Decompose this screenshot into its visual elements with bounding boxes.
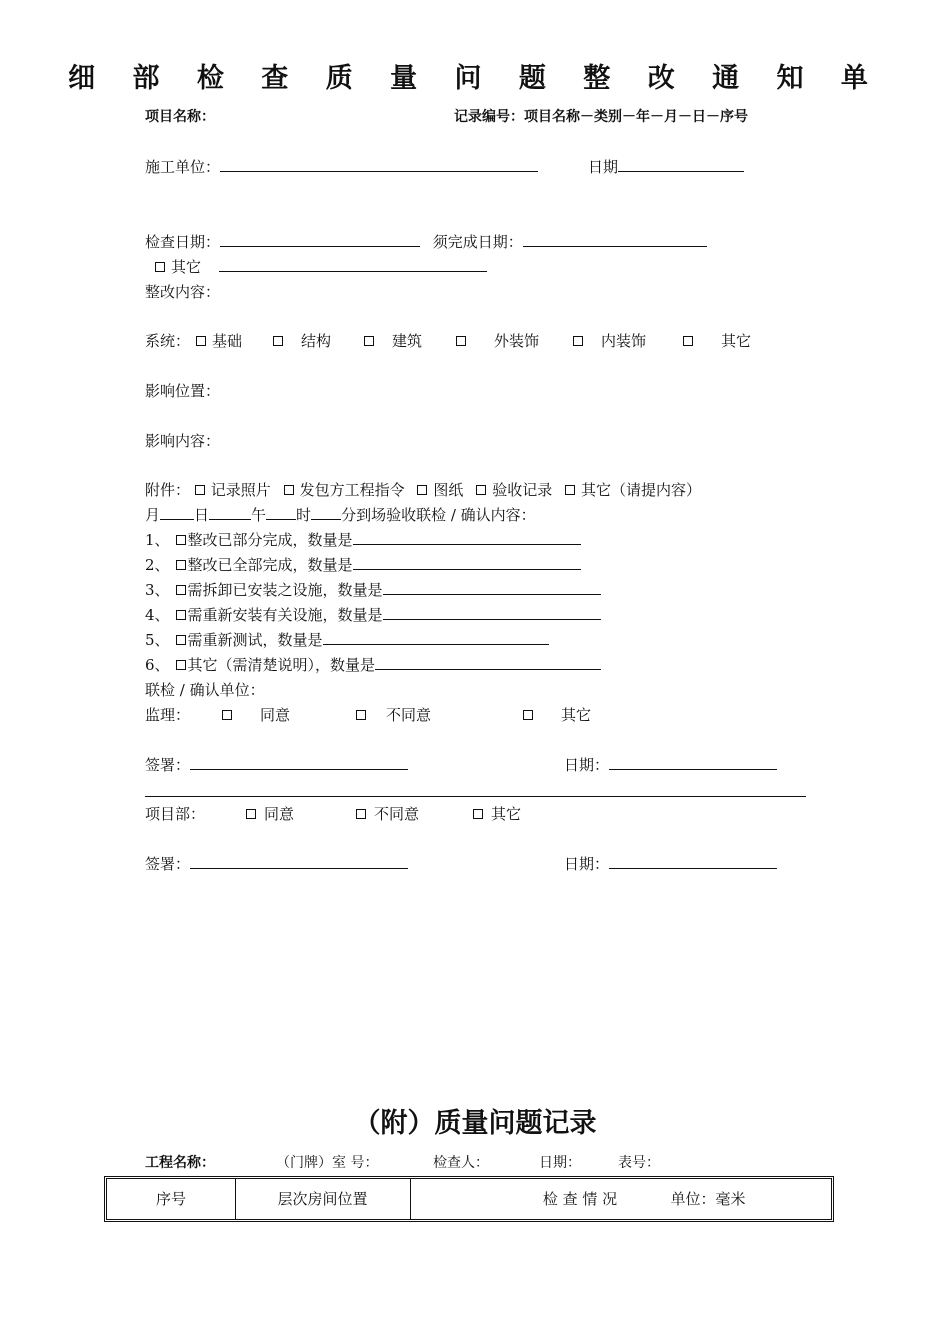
checkbox[interactable]: [196, 336, 206, 346]
date-label: 日期: [588, 158, 619, 176]
noon-label: 午: [251, 506, 267, 524]
checkbox[interactable]: [284, 485, 294, 495]
system-option-architecture[interactable]: [364, 331, 422, 351]
day-field[interactable]: [209, 505, 251, 520]
record-table-header: [104, 1176, 834, 1222]
affected-content-label: 影响内容：: [145, 432, 221, 450]
checkbox[interactable]: [476, 485, 486, 495]
project-dept-label: 项目部：: [145, 805, 206, 823]
checkbox[interactable]: [176, 535, 186, 545]
checkbox[interactable]: [356, 809, 366, 819]
project-name-label: 项目名称：: [145, 109, 215, 125]
divider: [145, 796, 806, 797]
attachment-option: 记录照片: [210, 481, 271, 499]
system-option-exterior[interactable]: [456, 331, 539, 351]
project-sign-row: [145, 854, 408, 874]
other-field[interactable]: [219, 257, 487, 272]
col-location: 层次房间位置: [277, 1190, 368, 1208]
record-inspector-label: 检查人：: [433, 1155, 489, 1171]
item-row: [145, 630, 549, 650]
inspection-date-row: [145, 232, 707, 252]
date-label: 日期：: [564, 756, 610, 774]
checkbox[interactable]: [176, 585, 186, 595]
item-number: 4、: [145, 606, 170, 624]
option-label: 其它: [491, 805, 522, 823]
item-text: 需拆卸已安装之设施，数量是: [187, 581, 383, 599]
checkbox[interactable]: [364, 336, 374, 346]
item-row: [145, 555, 581, 575]
item-row: [145, 605, 601, 625]
system-option-label: 建筑: [392, 332, 423, 350]
noon-field[interactable]: [266, 505, 296, 520]
checkbox[interactable]: [222, 710, 232, 720]
sign-label: 签署：: [145, 855, 191, 873]
item-number: 5、: [145, 631, 170, 649]
checkbox[interactable]: [417, 485, 427, 495]
record-number-label: 记录编号：项目名称－类别－年－月－日－序号: [454, 109, 748, 125]
system-option-label: 外装饰: [494, 332, 540, 350]
record-form-label: 表号：: [618, 1155, 660, 1171]
month-field[interactable]: [160, 505, 194, 520]
item-text: 整改已全部完成，数量是: [187, 556, 353, 574]
checkbox[interactable]: [473, 809, 483, 819]
item-text: 整改已部分完成，数量是: [187, 531, 353, 549]
project-date-row: [564, 854, 777, 874]
item-text: 其它（需清楚说明），数量是: [187, 656, 376, 674]
supervisor-disagree[interactable]: [356, 705, 431, 725]
item-row: [145, 530, 581, 550]
column-divider: [410, 1179, 411, 1219]
signature-field[interactable]: [190, 854, 408, 869]
checkbox[interactable]: [195, 485, 205, 495]
attachment-option: 图纸: [433, 481, 464, 499]
record-room-label: （门牌）室 号：: [276, 1155, 379, 1171]
minute-field[interactable]: [311, 505, 341, 520]
construction-unit-label: 施工单位：: [145, 158, 221, 176]
arrival-tail-label: 分到场验收联检 / 确认内容：: [341, 506, 536, 524]
item-number: 6、: [145, 656, 170, 674]
joint-unit-label: 联检 / 确认单位：: [145, 681, 265, 699]
quantity-field[interactable]: [323, 630, 549, 645]
other-row: [155, 257, 487, 277]
construction-unit-row: [145, 157, 538, 177]
system-option-foundation[interactable]: [196, 331, 242, 351]
option-label: 其它: [561, 706, 592, 724]
attachment-option: 其它（请提内容）: [580, 481, 701, 499]
affected-location-label: 影响位置：: [145, 382, 221, 400]
other-label: 其它: [171, 258, 202, 276]
due-date-field[interactable]: [523, 232, 707, 247]
system-option-label: 基础: [212, 332, 243, 350]
checkbox[interactable]: [356, 710, 366, 720]
col-seq: 序号: [155, 1190, 186, 1208]
system-option-other[interactable]: [683, 331, 751, 351]
checkbox[interactable]: [176, 635, 186, 645]
month-label: 月: [145, 506, 161, 524]
option-label: 不同意: [374, 805, 420, 823]
quantity-field[interactable]: [383, 580, 601, 595]
system-option-label: 其它: [721, 332, 752, 350]
attachments-row: [145, 480, 701, 500]
system-option-interior[interactable]: [573, 331, 646, 351]
checkbox[interactable]: [246, 809, 256, 819]
construction-unit-field[interactable]: [220, 157, 538, 172]
col-check: 检 查 情 况: [542, 1190, 618, 1208]
checkbox[interactable]: [176, 610, 186, 620]
checkbox[interactable]: [176, 560, 186, 570]
date-row: [588, 157, 744, 177]
col-unit: 单位：毫米: [670, 1190, 746, 1208]
system-option-label: 结构: [301, 332, 332, 350]
quantity-field[interactable]: [353, 530, 581, 545]
system-option-structure[interactable]: [273, 331, 331, 351]
checkbox[interactable]: [273, 336, 283, 346]
supervisor-agree[interactable]: [222, 705, 290, 725]
system-option-label: 内装饰: [601, 332, 647, 350]
sign-label: 签署：: [145, 756, 191, 774]
item-number: 3、: [145, 581, 170, 599]
inspection-date-label: 检查日期：: [145, 233, 221, 251]
document-title: 细 部 检 查 质 量 问 题 整 改 通 知 单: [68, 63, 882, 94]
hour-label: 时: [296, 506, 312, 524]
quantity-field[interactable]: [375, 655, 601, 670]
other-checkbox[interactable]: [155, 262, 165, 272]
signature-field[interactable]: [190, 755, 408, 770]
due-date-label: 须完成日期：: [432, 233, 523, 251]
rectify-content-label: 整改内容：: [145, 283, 221, 301]
inspection-date-field[interactable]: [220, 232, 420, 247]
item-number: 1、: [145, 531, 170, 549]
supervisor-sign-row: [145, 755, 408, 775]
checkbox[interactable]: [573, 336, 583, 346]
checkbox[interactable]: [565, 485, 575, 495]
quantity-field[interactable]: [353, 555, 581, 570]
arrival-row: [145, 505, 536, 525]
date-field[interactable]: [609, 854, 777, 869]
option-label: 不同意: [386, 706, 432, 724]
supervisor-other[interactable]: [523, 705, 591, 725]
item-text: 需重新安装有关设施，数量是: [187, 606, 383, 624]
supervisor-label: 监理：: [145, 706, 191, 724]
item-row: [145, 580, 601, 600]
attachments-label: 附件：: [145, 481, 191, 499]
item-row: [145, 655, 601, 675]
system-label: 系统：: [145, 332, 191, 350]
checkbox[interactable]: [456, 336, 466, 346]
option-label: 同意: [264, 805, 295, 823]
checkbox[interactable]: [683, 336, 693, 346]
quantity-field[interactable]: [383, 605, 601, 620]
checkbox[interactable]: [523, 710, 533, 720]
supervisor-date-row: [564, 755, 777, 775]
project-dept-agree[interactable]: [246, 804, 294, 824]
item-number: 2、: [145, 556, 170, 574]
item-text: 需重新测试，数量是: [187, 631, 323, 649]
project-dept-other[interactable]: [473, 804, 521, 824]
option-label: 同意: [260, 706, 291, 724]
attachment-option: 验收记录: [492, 481, 553, 499]
day-label: 日: [194, 506, 210, 524]
date-field[interactable]: [618, 157, 744, 172]
project-dept-disagree[interactable]: [356, 804, 419, 824]
record-project-label: 工程名称：: [145, 1155, 215, 1171]
date-field[interactable]: [609, 755, 777, 770]
attachment-option: 发包方工程指令: [299, 481, 405, 499]
date-label: 日期：: [564, 855, 610, 873]
checkbox[interactable]: [176, 660, 186, 670]
record-title: （附）质量问题记录: [353, 1108, 597, 1139]
record-date-label: 日期：: [539, 1155, 581, 1171]
